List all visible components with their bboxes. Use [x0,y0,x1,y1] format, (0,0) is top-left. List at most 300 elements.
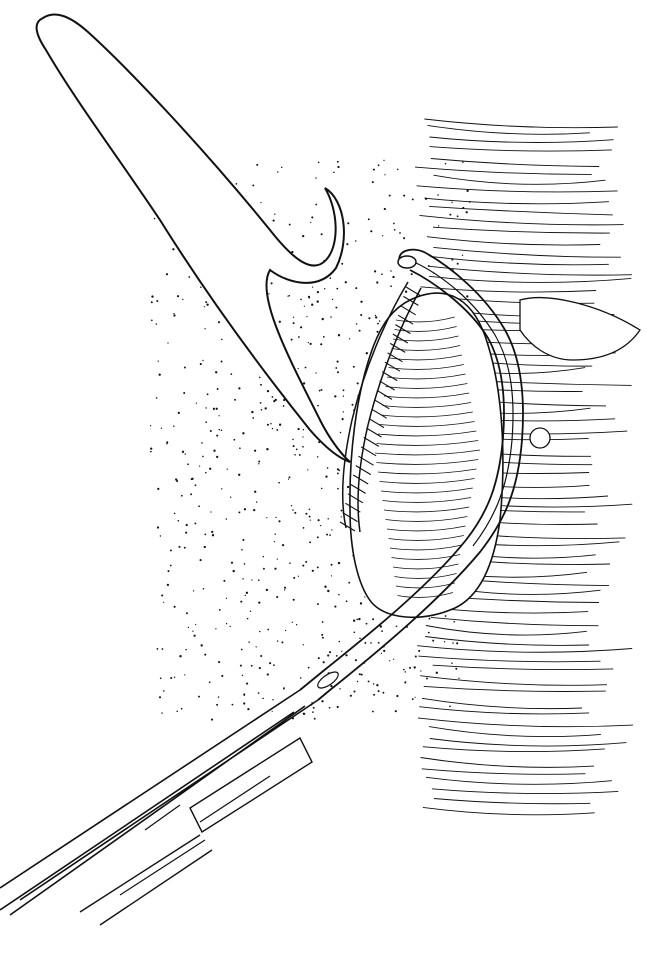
stipple-dot [384,208,386,210]
stipple-dot [356,323,358,325]
stipple-dot [160,677,162,679]
stipple-dot [230,626,231,627]
stipple-dot [192,630,193,631]
stipple-dot [226,598,227,599]
stipple-dot [240,601,242,603]
stipple-dot [315,372,316,373]
stipple-dot [393,223,395,225]
stipple-dot [337,371,339,373]
stipple-dot [324,586,326,588]
stipple-dot [259,631,260,632]
stipple-dot [372,618,374,620]
stipple-dot [209,681,211,683]
stipple-dot [364,642,366,644]
stipple-dot [274,214,275,215]
stipple-dot [317,536,319,538]
stipple-dot [260,655,262,657]
stipple-dot [348,582,350,584]
stipple-dot [187,463,189,465]
stipple-dot [156,323,158,325]
stipple-dot [160,535,161,536]
stipple-dot [305,513,307,515]
stipple-dot [183,392,185,394]
stipple-dot [335,367,337,369]
stipple-dot [196,402,197,403]
stipple-dot [272,711,273,712]
stipple-dot [293,317,294,318]
stipple-dot [292,439,294,441]
stipple-dot [284,589,285,590]
stipple-dot [378,164,380,166]
stipple-dot [341,516,342,517]
stipple-dot [373,683,375,685]
stipple-dot [292,622,293,623]
stipple-dot [211,719,213,721]
stipple-dot [303,382,305,384]
stipple-dot [337,161,339,163]
stipple-dot [186,612,188,614]
stipple-dot [234,399,236,401]
stipple-dot [266,448,268,450]
stipple-dot [161,594,163,596]
stipple-dot [455,668,457,670]
stipple-dot [317,405,319,407]
stipple-dot [292,509,294,511]
stipple-dot [200,559,202,561]
stipple-dot [389,195,391,197]
stipple-dot [312,570,314,572]
stipple-dot [181,495,183,497]
stipple-dot [215,371,217,373]
stipple-dot [216,456,218,458]
stipple-dot [310,519,311,520]
stipple-dot [415,697,416,698]
stipple-dot [359,638,361,640]
stipple-dot [350,695,352,697]
stipple-dot [346,243,348,245]
stipple-dot [282,544,284,546]
stipple-dot [318,519,320,521]
stipple-dot [306,316,307,317]
stipple-dot [457,263,459,265]
stipple-dot [337,166,339,168]
stipple-dot [323,336,325,338]
stipple-dot [321,634,323,636]
stipple-dot [166,273,168,275]
stipple-dot [396,625,398,627]
stipple-dot [452,642,454,644]
stipple-dot [438,225,439,226]
stipple-dot [331,564,333,566]
stipple-dot [324,288,325,289]
stipple-dot [250,611,251,612]
stipple-dot [209,468,211,470]
stipple-dot [321,233,323,235]
stipple-dot [302,235,304,237]
stipple-dot [174,606,176,608]
stipple-dot [315,177,316,178]
stipple-dot [268,293,269,294]
stipple-dot [211,531,213,533]
stipple-dot [236,183,238,185]
stipple-dot [278,520,280,522]
stipple-dot [204,328,205,329]
stipple-dot [173,313,174,314]
stipple-dot [395,710,397,712]
stipple-dot [360,301,362,303]
stipple-dot [246,683,248,685]
stipple-dot [342,418,344,420]
stipple-dot [216,435,218,437]
stipple-dot [457,215,459,217]
stipple-dot [453,621,455,623]
stipple-dot [226,623,227,624]
stipple-dot [266,517,267,518]
stipple-dot [182,451,184,453]
stipple-dot [218,661,220,663]
stipple-dot [151,301,153,303]
stipple-dot [215,628,216,629]
stipple-dot [329,534,331,536]
stipple-dot [337,488,339,490]
stipple-dot [205,472,207,474]
stipple-dot [238,511,240,513]
stipple-dot [184,547,186,549]
stipple-dot [216,408,218,410]
stipple-dot [390,285,392,287]
stipple-dot [241,649,243,651]
stipple-dot [317,456,319,458]
stipple-dot [353,631,355,633]
stipple-dot [375,316,377,318]
stipple-dot [384,174,385,175]
stipple-dot [256,501,257,502]
stipple-dot [466,211,468,213]
stipple-dot [205,421,207,423]
stipple-dot [238,387,240,389]
stipple-dot [374,270,376,272]
stipple-dot [336,288,338,290]
stipple-dot [322,318,324,320]
stipple-dot [210,430,212,432]
stipple-dot [272,699,273,700]
stipple-dot [261,409,263,411]
stipple-dot [166,443,168,445]
stipple-dot [403,237,405,239]
stipple-dot [230,497,231,498]
stipple-dot [293,577,295,579]
stipple-dot [379,320,381,322]
stipple-dot [150,447,152,449]
stipple-dot [233,439,235,441]
stipple-dot [221,339,223,341]
stipple-dot [357,681,358,682]
stipple-dot [219,609,221,611]
stipple-dot [331,575,332,576]
stipple-dot [308,296,310,298]
stipple-dot [335,307,337,309]
stipple-dot [181,708,183,710]
stipple-dot [309,516,311,518]
stipple-dot [204,306,205,307]
stipple-dot [390,270,391,271]
stipple-dot [418,650,420,652]
stipple-dot [415,655,417,657]
stipple-dot [309,541,311,543]
stipple-dot [359,673,361,675]
stipple-dot [279,424,281,426]
stipple-dot [376,331,378,333]
stipple-dot [185,649,187,651]
stipple-dot [383,160,384,161]
stipple-dot [298,368,299,369]
stipple-dot [322,637,324,639]
stipple-dot [200,286,202,288]
stipple-dot [368,680,370,682]
stipple-dot [381,653,382,654]
stipple-dot [397,169,399,171]
stipple-dot [151,295,153,297]
stipple-dot [304,306,305,307]
lymph-node [530,428,550,448]
stipple-dot [462,255,463,256]
stipple-dot [341,263,343,265]
stipple-dot [300,677,302,679]
stipple-dot [319,390,321,392]
stipple-dot [329,651,331,653]
stipple-dot [308,342,309,343]
stipple-dot [260,202,261,203]
stipple-dot [274,568,276,570]
stipple-dot [167,342,168,343]
stipple-dot [466,295,468,297]
stipple-dot [355,287,357,289]
stipple-dot [259,667,261,669]
stipple-dot [444,641,445,642]
stipple-dot [330,277,332,279]
stipple-dot [190,493,192,495]
stipple-dot [151,319,153,321]
stipple-dot [381,273,383,275]
stipple-dot [283,405,285,407]
stipple-dot [204,546,206,548]
stipple-dot [337,472,339,474]
stipple-dot [355,659,357,661]
stipple-dot [218,321,220,323]
stipple-dot [458,678,459,679]
stipple-dot [323,661,325,663]
stipple-dot [272,396,274,398]
stipple-dot [317,291,319,293]
stipple-dot [289,562,291,564]
stipple-dot [175,478,177,480]
stipple-dot [242,675,243,676]
stipple-dot [233,570,235,572]
stipple-dot [159,696,161,698]
stipple-dot [345,654,347,656]
stipple-dot [366,352,368,354]
stipple-dot [163,602,164,603]
stipple-dot [451,662,453,664]
stipple-dot [327,654,329,656]
stipple-dot [206,304,208,306]
stipple-dot [252,184,254,186]
stipple-dot [176,710,178,712]
stipple-dot [265,407,267,409]
stipple-dot [309,343,311,345]
stipple-dot [163,690,165,692]
stipple-dot [341,510,343,512]
stipple-dot [159,374,161,376]
stipple-dot [289,224,291,226]
stipple-dot [251,579,252,580]
stipple-dot [258,692,260,694]
stipple-dot [195,624,196,625]
stipple-dot [212,534,214,536]
stipple-dot [343,411,344,412]
stipple-dot [329,707,331,709]
stipple-dot [317,300,319,302]
stipple-dot [312,287,313,288]
stipple-dot [271,282,273,284]
stipple-dot [267,424,269,426]
stipple-dot [411,273,413,275]
stipple-dot [270,423,271,424]
stipple-dot [216,704,218,706]
stipple-dot [248,641,249,642]
stipple-dot [394,229,396,231]
stipple-dot [302,565,304,567]
stipple-dot [205,407,206,408]
stipple-dot [207,393,209,395]
stipple-dot [251,411,253,413]
stipple-dot [318,657,320,659]
stipple-dot [231,562,233,564]
stipple-dot [281,641,283,643]
stipple-dot [345,281,347,283]
stipple-dot [157,526,159,528]
stipple-dot [242,539,244,541]
stipple-dot [321,389,323,391]
stipple-dot [218,696,219,697]
stipple-dot [305,561,307,563]
stipple-dot [244,508,246,510]
stipple-dot [195,484,197,486]
stipple-dot [204,654,206,656]
stipple-dot [185,453,186,454]
stipple-dot [218,415,219,416]
stipple-dot [285,630,286,631]
stipple-dot [303,429,304,430]
stipple-dot [246,592,248,594]
stipple-dot [287,295,288,296]
stipple-dot [276,596,278,598]
stipple-dot [378,642,380,644]
stipple-dot [242,578,243,579]
stipple-dot [304,713,306,715]
stipple-dot [170,677,172,679]
stipple-dot [201,442,203,444]
stipple-dot [326,534,328,536]
stipple-dot [219,429,220,430]
stipple-dot [291,339,293,341]
stipple-dot [337,706,339,708]
stipple-dot [251,665,253,667]
stipple-dot [243,695,244,696]
stipple-dot [321,488,323,490]
stipple-dot [392,276,394,278]
stipple-dot [275,517,276,518]
stipple-dot [226,518,228,520]
stipple-dot [303,644,304,645]
stipple-dot [347,486,349,488]
stipple-dot [366,623,368,625]
stipple-dot [403,669,405,671]
stipple-dot [361,674,363,676]
stipple-dot [358,618,360,620]
stipple-dot [247,618,249,620]
stipple-dot [267,390,269,392]
stipple-dot [343,389,345,391]
stipple-dot [338,334,340,336]
stipple-dot [291,505,292,506]
stipple-dot [202,456,204,458]
stipple-dot [332,299,333,300]
stipple-dot [174,513,176,515]
stipple-dot [267,673,269,675]
stipple-dot [327,518,328,519]
stipple-dot [204,534,206,536]
stipple-dot [201,644,203,646]
stipple-dot [283,687,285,689]
stipple-dot [372,181,374,183]
stipple-dot [262,698,264,700]
stipple-dot [221,361,223,363]
stipple-dot [173,314,175,316]
stipple-dot [178,546,180,548]
stipple-dot [157,488,159,490]
stipple-dot [200,363,202,365]
stipple-dot [293,445,295,447]
stipple-dot [429,618,431,620]
stipple-dot [279,321,281,323]
stipple-dot [254,450,256,452]
stipple-dot [368,317,370,319]
stipple-dot [293,322,295,324]
stipple-dot [352,404,354,406]
stipple-dot [330,685,332,687]
stipple-dot [414,666,416,668]
stipple-dot [230,373,232,375]
stipple-dot [334,606,336,608]
stipple-dot [405,681,406,682]
stipple-dot [194,522,196,524]
stipple-dot [296,624,297,625]
stipple-dot [293,599,295,601]
stipple-dot [305,367,307,369]
stipple-dot [193,590,194,591]
stipple-dot [185,532,187,534]
stipple-dot [150,451,152,453]
stipple-dot [337,361,339,363]
stipple-dot [403,195,405,197]
stipple-dot [260,402,262,404]
stipple-dot [186,524,188,526]
stipple-dot [188,627,189,628]
stipple-dot [302,436,303,437]
stipple-dot [184,367,186,369]
stipple-dot [156,300,158,302]
